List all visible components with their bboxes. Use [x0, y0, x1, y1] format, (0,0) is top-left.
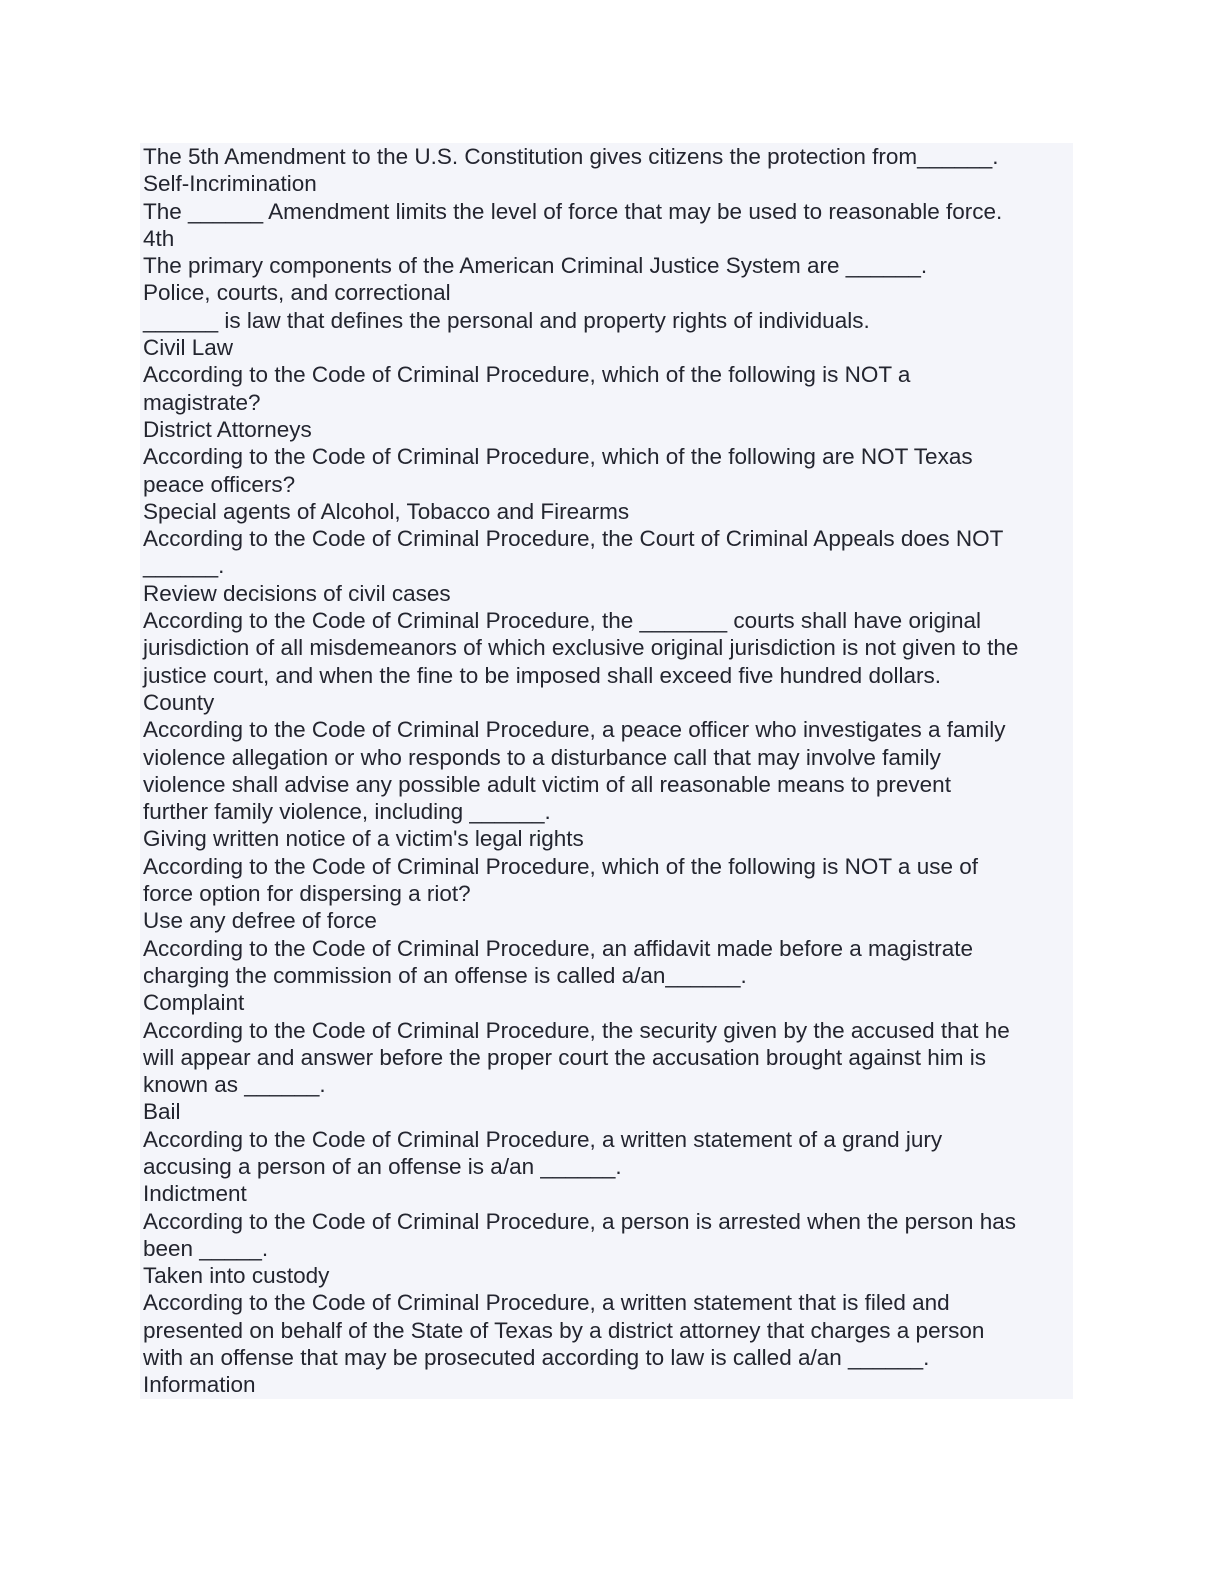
qa-item	[143, 525, 1073, 607]
qa-item	[143, 1208, 1073, 1290]
question-line: According to the Code of Criminal Procedure, a written statement of a grand jury	[143, 1126, 943, 1152]
question-line: According to the Code of Criminal Procedure, which of the following is NOT a	[143, 362, 911, 388]
question-line: known as ______.	[143, 1072, 326, 1098]
qa-document	[143, 143, 1073, 1399]
qa-item	[143, 143, 1073, 198]
qa-item	[143, 935, 1073, 1017]
answer-line: Use any defree of force	[143, 908, 377, 934]
question-line: force option for dispersing a riot?	[143, 881, 471, 907]
answer-line: Giving written notice of a victim's legal rights	[143, 826, 584, 852]
question-line: According to the Code of Criminal Procedure, the Court of Criminal Appeals does NOT	[143, 526, 1004, 552]
question-line: jurisdiction of all misdemeanors of which exclusive original jurisdiction is not given to the	[143, 635, 1019, 661]
question-line: will appear and answer before the proper court the accusation brought against him is	[143, 1044, 986, 1070]
question-line: The ______ Amendment limits the level of force that may be used to reasonable force.	[143, 198, 1003, 224]
question-line: The 5th Amendment to the U.S. Constitution gives citizens the protection from______.	[143, 144, 999, 169]
answer-line: Review decisions of civil cases	[143, 580, 451, 606]
question-line: ______.	[143, 553, 225, 579]
question-line: further family violence, including ______.	[143, 799, 551, 825]
qa-item	[143, 607, 1073, 716]
qa-item	[143, 252, 1073, 307]
answer-line: Police, courts, and correctional	[143, 280, 451, 306]
answer-line: District Attorneys	[143, 416, 312, 442]
question-line: violence allegation or who responds to a disturbance call that may involve family	[143, 744, 941, 770]
question-line: been _____.	[143, 1235, 269, 1261]
qa-item	[143, 1017, 1073, 1126]
answer-line: Information	[143, 1372, 256, 1398]
answer-line: Complaint	[143, 990, 245, 1016]
question-line: accusing a person of an offense is a/an ______.	[143, 1153, 622, 1179]
answer-line: Bail	[143, 1099, 181, 1125]
answer-line: Taken into custody	[143, 1263, 330, 1289]
question-line: According to the Code of Criminal Procedure, the _______ courts shall have original	[143, 608, 981, 634]
question-line: According to the Code of Criminal Procedure, which of the following are NOT Texas	[143, 444, 973, 470]
question-line: According to the Code of Criminal Procedure, an affidavit made before a magistrate	[143, 935, 974, 961]
question-line: presented on behalf of the State of Texas by a district attorney that charges a person	[143, 1317, 985, 1343]
answer-line: Special agents of Alcohol, Tobacco and Firearms	[143, 498, 630, 524]
question-line: with an offense that may be prosecuted according to law is called a/an ______.	[143, 1345, 930, 1371]
qa-item	[143, 1289, 1073, 1398]
qa-item	[143, 716, 1073, 852]
answer-line: Civil Law	[143, 335, 234, 361]
question-line: peace officers?	[143, 471, 296, 497]
answer-line: Indictment	[143, 1181, 247, 1207]
question-line: charging the commission of an offense is called a/an______.	[143, 962, 747, 988]
question-line: violence shall advise any possible adult victim of all reasonable means to prevent	[143, 771, 951, 797]
qa-item	[143, 853, 1073, 935]
question-line: According to the Code of Criminal Procedure, a written statement that is filed and	[143, 1290, 950, 1316]
qa-item	[143, 1126, 1073, 1208]
question-line: According to the Code of Criminal Procedure, which of the following is NOT a use of	[143, 853, 978, 879]
question-line: magistrate?	[143, 389, 261, 415]
answer-line: 4th	[143, 225, 175, 251]
qa-item	[143, 443, 1073, 525]
answer-line: County	[143, 689, 215, 715]
question-line: justice court, and when the fine to be imposed shall exceed five hundred dollars.	[143, 662, 941, 688]
qa-item	[143, 307, 1073, 362]
answer-line: Self-Incrimination	[143, 171, 317, 197]
question-line: According to the Code of Criminal Procedure, a person is arrested when the person has	[143, 1208, 1016, 1234]
question-line: The primary components of the American Criminal Justice System are ______.	[143, 253, 928, 279]
qa-item	[143, 361, 1073, 443]
question-line: According to the Code of Criminal Procedure, a peace officer who investigates a family	[143, 717, 1006, 743]
question-line: According to the Code of Criminal Procedure, the security given by the accused that he	[143, 1017, 1010, 1043]
qa-item	[143, 198, 1073, 253]
question-line: ______ is law that defines the personal and property rights of individuals.	[143, 307, 870, 333]
